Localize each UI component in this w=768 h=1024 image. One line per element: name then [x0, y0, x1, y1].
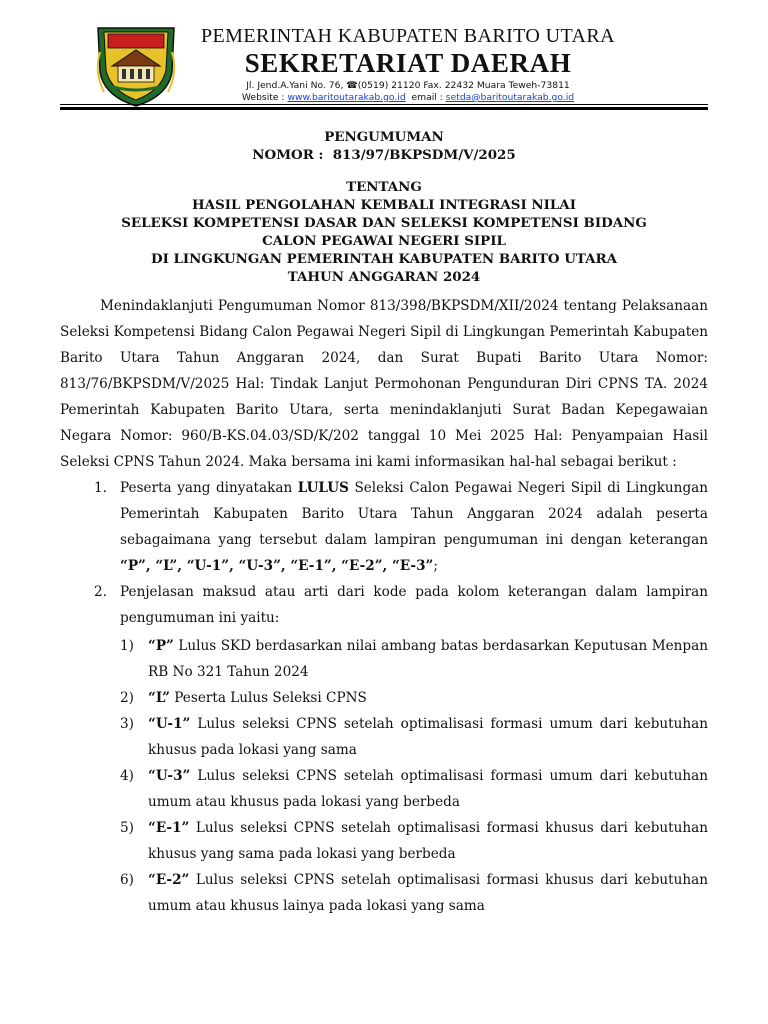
- office-address: Jl. Jend.A.Yani No. 76, ☎(0519) 21120 Fax. 22432 Muara Teweh-73811: [246, 80, 570, 91]
- code-description: Lulus SKD berdasarkan nilai ambang batas berdasarkan Keputusan Menpan RB No 321 Tahun 2024: [148, 638, 708, 680]
- subject-line: SELEKSI KOMPETENSI DASAR DAN SELEKSI KOMPETENSI BIDANG: [121, 215, 647, 231]
- item-text: ;: [433, 558, 438, 574]
- code-number: 1): [120, 638, 134, 654]
- code-label: “U-3”: [148, 768, 191, 784]
- announcement-subject: [60, 178, 708, 286]
- code-label: “L”: [148, 690, 170, 706]
- regency-crest-icon: [92, 22, 180, 108]
- announcement-heading: [60, 128, 708, 164]
- about-label: TENTANG: [346, 179, 422, 195]
- item-text: Peserta yang dinyatakan: [120, 480, 298, 496]
- list-item: [60, 475, 708, 579]
- letterhead-rule-thin: [60, 104, 708, 105]
- item-text: Penjelasan maksud atau arti dari kode pada kolom keterangan dalam lampiran pengumuman ini yaitu:: [120, 584, 708, 626]
- subject-line: CALON PEGAWAI NEGERI SIPIL: [262, 233, 506, 249]
- code-label: “P”: [148, 638, 174, 654]
- points-list: [60, 475, 708, 919]
- email-label: email :: [405, 92, 446, 103]
- office-name: SEKRETARIAT DAERAH: [244, 48, 572, 78]
- announcement-body: [60, 293, 708, 919]
- list-item: [120, 867, 708, 919]
- code-description: Peserta Lulus Seleksi CPNS: [169, 690, 367, 706]
- letterhead-rule-thick: [60, 107, 708, 110]
- subject-line: HASIL PENGOLAHAN KEMBALI INTEGRASI NILAI: [192, 197, 576, 213]
- list-item: [60, 579, 708, 919]
- item-number: 1.: [94, 480, 107, 496]
- subject-line: DI LINGKUNGAN PEMERINTAH KABUPATEN BARITO UTARA: [150, 251, 618, 267]
- item-emphasis: LULUS: [297, 480, 349, 496]
- item-codes: “P”, “L”, “U-1”, “U-3”, “E-1”, “E-2”, “E-3”: [120, 558, 434, 574]
- code-list: [120, 633, 708, 919]
- list-item: [120, 815, 708, 867]
- list-item: [120, 763, 708, 815]
- website-label: Website :: [241, 92, 288, 103]
- code-number: 6): [120, 872, 134, 888]
- code-number: 3): [120, 716, 134, 732]
- intro-paragraph: Menindaklanjuti Pengumuman Nomor 813/398/BKPSDM/XII/2024 tentang Pelaksanaan Seleksi Kompetensi Bidang Calon Pegawai Negeri Sipil di Lingkungan Pemerintah Kabupaten Barito Utara Tahun Anggaran 2024, dan Surat Bupati Barito Utara Nomor: 813/76/BKPSDM/V/2025 Hal: Tindak Lanjut Permohonan Pengunduran Diri CPNS TA. 2024 Pemerintah Kabupaten Barito Utara, serta menindaklanjuti Surat Badan Kepegawaian Negara Nomor: 960/B-KS.04.03/SD/K/202 tanggal 10 Mei 2025 Hal: Penyampaian Hasil Seleksi CPNS Tahun 2024. Maka bersama ini kami informasikan hal-hal sebagai berikut :: [60, 298, 708, 470]
- subject-line: TAHUN ANGGARAN 2024: [287, 269, 481, 285]
- announcement-number: NOMOR : 813/97/BKPSDM/V/2025: [252, 147, 516, 163]
- list-item: [120, 633, 708, 685]
- email-link[interactable]: setda@baritoutarakab.go.id: [445, 92, 575, 103]
- announcement-type: PENGUMUMAN: [324, 129, 444, 145]
- code-description: Lulus seleksi CPNS setelah optimalisasi formasi umum dari kebutuhan khusus pada lokasi yang sama: [148, 716, 708, 758]
- code-number: 5): [120, 820, 134, 836]
- code-label: “U-1”: [148, 716, 191, 732]
- list-item: [120, 685, 708, 711]
- letterhead: [186, 24, 630, 104]
- code-description: Lulus seleksi CPNS setelah optimalisasi formasi umum dari kebutuhan umum atau khusus pada lokasi yang berbeda: [148, 768, 708, 810]
- code-number: 4): [120, 768, 134, 784]
- code-description: Lulus seleksi CPNS setelah optimalisasi formasi khusus dari kebutuhan khusus yang sama pada lokasi yang berbeda: [148, 820, 708, 862]
- contact-line: [186, 92, 630, 104]
- code-number: 2): [120, 690, 134, 706]
- government-name: PEMERINTAH KABUPATEN BARITO UTARA: [201, 25, 615, 47]
- code-label: “E-1”: [148, 820, 190, 836]
- website-link[interactable]: www.baritoutarakab.go.id: [287, 92, 406, 103]
- code-description: Lulus seleksi CPNS setelah optimalisasi formasi khusus dari kebutuhan umum atau khusus lainya pada lokasi yang sama: [148, 872, 708, 914]
- list-item: [120, 711, 708, 763]
- code-label: “E-2”: [148, 872, 190, 888]
- item-text: Seleksi Calon Pegawai Negeri Sipil di Lingkungan Pemerintah Kabupaten Barito Utara Tahun Anggaran 2024 adalah peserta sebagaimana yang tersebut dalam lampiran pengumuman ini dengan keterangan: [120, 480, 709, 548]
- item-number: 2.: [94, 584, 107, 600]
